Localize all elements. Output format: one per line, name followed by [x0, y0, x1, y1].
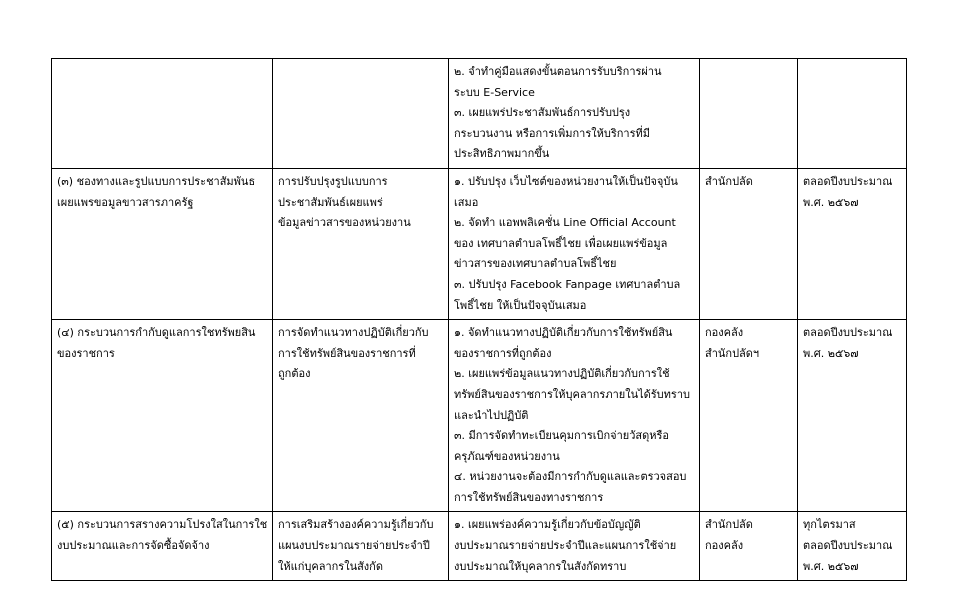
- responsible-cell: [700, 512, 798, 581]
- responsible-line: กองคลัง: [705, 326, 744, 340]
- actions-line: ๑. จัดทำแนวทางปฏิบัติเกี่ยวกับการใช้ทรัพย์สิน: [454, 326, 673, 340]
- actions-line: ๓. มีการจัดทำทะเบียนคุมการเบิกจ่ายวัสดุหรือ: [454, 429, 670, 443]
- actions-line: งบประมาณให้บุคลากรในสังกัดทราบ: [454, 559, 627, 573]
- actions-line: ๑. เผยแพร่องค์ความรู้เกี่ยวกับข้อบัญญัติ: [454, 518, 641, 532]
- measure-cell: [273, 168, 449, 319]
- actions-line: ประสิทธิภาพมากขึ้น: [454, 147, 550, 161]
- plan-table: [51, 58, 907, 581]
- actions-line: ๓. ปรับปรุง Facebook Fanpage เทศบาลตำบล: [454, 277, 681, 291]
- measure-line: การจัดทำแนวทางปฏิบัติเกี่ยวกับ: [278, 326, 429, 340]
- measure-line: การเสริมสร้างองค์ความรู้เกี่ยวกับ: [278, 518, 434, 532]
- responsible-line: กองคลัง: [705, 539, 744, 553]
- topic-line: (๔) กระบวนการกำกับดูแลการใชทรัพยสิน: [57, 326, 256, 340]
- actions-line: ๔. หน่วยงานจะต้องมีการกำกับดูแลและตรวจสอบ: [454, 470, 687, 484]
- measure-cell: [273, 320, 449, 512]
- responsible-line: สำนักปลัด: [705, 518, 753, 532]
- table-row: [52, 512, 907, 581]
- period-cell: [798, 59, 907, 169]
- topic-cell: [52, 512, 273, 581]
- topic-line: ของราชการ: [57, 346, 115, 360]
- actions-line: การใช้ทรัพย์สินของทางราชการ: [454, 490, 604, 504]
- topic-line: (๕) กระบวนการสรางความโปรงใสในการใช: [57, 518, 268, 532]
- period-line: พ.ศ. ๒๕๖๗: [803, 195, 859, 209]
- measure-line: ข้อมูลข่าวสารของหน่วยงาน: [278, 216, 411, 230]
- measure-cell: [273, 512, 449, 581]
- measure-line: แผนงบประมาณรายจ่ายประจำปี: [278, 539, 430, 553]
- period-line: ตลอดปีงบประมาณ: [803, 326, 893, 340]
- actions-line: ๑. ปรับปรุง เว็บไซต์ของหน่วยงานให้เป็นปัจจุบัน: [454, 174, 678, 188]
- measure-line: ประชาสัมพันธ์เผยแพร่: [278, 195, 383, 209]
- period-line: ทุกไตรมาส: [803, 518, 856, 532]
- actions-line: ครุภัณฑ์ของหน่วยงาน: [454, 449, 560, 463]
- topic-line: เผยแพรขอมูลขาวสารภาครัฐ: [57, 195, 194, 209]
- actions-line: ข่าวสารของเทศบาลตำบลโพธิ์ไชย: [454, 257, 617, 271]
- period-cell: [798, 320, 907, 512]
- responsible-line: สำนักปลัดฯ: [705, 346, 760, 360]
- responsible-line: สำนักปลัด: [705, 174, 753, 188]
- measure-line: การใช้ทรัพย์สินของราชการที่: [278, 346, 416, 360]
- period-line: ตลอดปีงบประมาณ: [803, 174, 893, 188]
- actions-cell: [449, 168, 700, 319]
- topic-cell: [52, 59, 273, 169]
- measure-cell: [273, 59, 449, 169]
- responsible-cell: [700, 320, 798, 512]
- table-row: [52, 320, 907, 512]
- topic-line: งบประมาณและการจัดซื้อจัดจ้าง: [57, 539, 210, 553]
- actions-line: ๓. เผยแพร่ประชาสัมพันธ์การปรับปรุง: [454, 106, 631, 120]
- topic-line: (๓) ชองทางและรูปแบบการประชาสัมพันธ: [57, 174, 256, 188]
- actions-line: งบประมาณรายจ่ายประจำปีและแผนการใช้จ่าย: [454, 539, 677, 553]
- actions-line: ๒. เผยแพร่ข้อมูลแนวทางปฏิบัติเกี่ยวกับการใช้: [454, 367, 670, 381]
- actions-line: ๒. จัดทำ แอพพลิเคชั่น Line Official Account: [454, 216, 676, 230]
- table-row: [52, 59, 907, 169]
- measure-line: การปรับปรุงรูปแบบการ: [278, 174, 388, 188]
- period-line: พ.ศ. ๒๕๖๗: [803, 346, 859, 360]
- period-line: ตลอดปีงบประมาณ: [803, 539, 893, 553]
- actions-line: ระบบ E-Service: [454, 85, 535, 99]
- responsible-cell: [700, 59, 798, 169]
- actions-line: ทรัพย์สินของราชการให้บุคลากรภายในได้รับทราบ: [454, 387, 690, 401]
- actions-cell: [449, 512, 700, 581]
- actions-line: โพธิ์ไชย ให้เป็นปัจจุบันเสมอ: [454, 298, 587, 312]
- table-body: [52, 59, 907, 581]
- actions-line: และนำไปปฏิบัติ: [454, 408, 529, 422]
- measure-line: ให้แก่บุคลากรในสังกัด: [278, 559, 383, 573]
- actions-line: ของ เทศบาลตำบลโพธิ์ไชย เพื่อเผยแพร่ข้อมูล: [454, 236, 668, 250]
- actions-line: ของราชการที่ถูกต้อง: [454, 346, 552, 360]
- actions-line: เสมอ: [454, 195, 479, 209]
- actions-cell: [449, 59, 700, 169]
- measure-line: ถูกต้อง: [278, 367, 311, 381]
- actions-line: กระบวนงาน หรือการเพิ่มการให้บริการที่มี: [454, 126, 650, 140]
- table-row: [52, 168, 907, 319]
- topic-cell: [52, 320, 273, 512]
- actions-line: ๒. จำทำคู่มือแสดงขั้นตอนการรับบริการผ่าน: [454, 65, 662, 78]
- actions-cell: [449, 320, 700, 512]
- period-line: พ.ศ. ๒๕๖๗: [803, 559, 859, 573]
- period-cell: [798, 512, 907, 581]
- topic-cell: [52, 168, 273, 319]
- period-cell: [798, 168, 907, 319]
- responsible-cell: [700, 168, 798, 319]
